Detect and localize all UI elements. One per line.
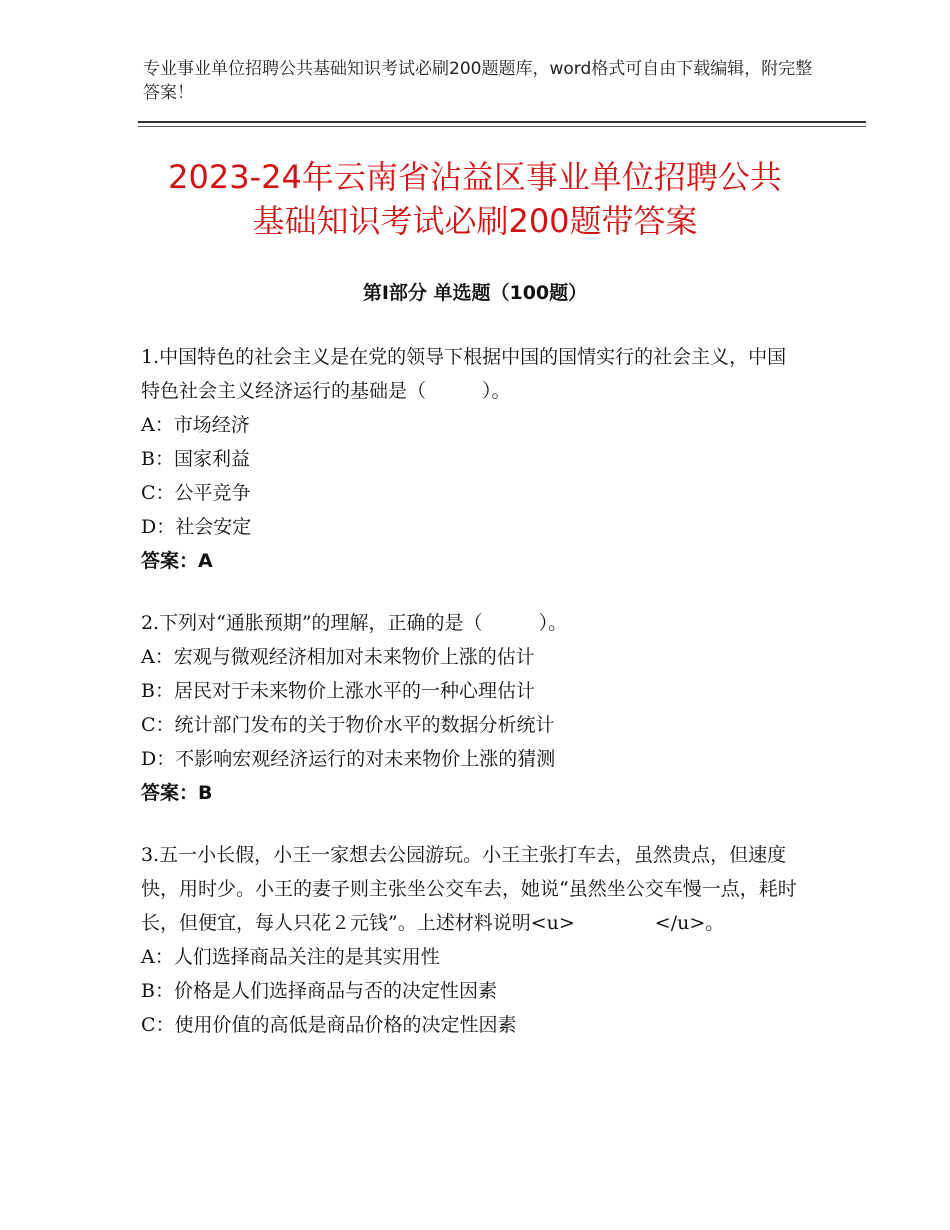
- document-title: [100, 155, 850, 243]
- stem-end: ）。: [538, 612, 568, 634]
- option-d: D：社会安定: [141, 516, 252, 538]
- question-stem: [141, 340, 801, 408]
- option-b: B：居民对于未来物价上涨水平的一种心理估计: [141, 680, 535, 702]
- option-c: C：公平竞争: [141, 482, 251, 504]
- header-rule-thin: [138, 126, 866, 127]
- option-c: C：使用价值的高低是商品价格的决定性因素: [141, 1014, 517, 1036]
- header-note: 专业事业单位招聘公共基础知识考试必刷200题题库，word格式可自由下载编辑，附完整答案！: [143, 59, 813, 103]
- stem-end: </u>。: [654, 912, 725, 934]
- option-a: A：市场经济: [141, 414, 250, 436]
- question-list: [141, 340, 801, 1070]
- stem-text: 2.下列对“通胀预期”的理解，正确的是（: [141, 612, 483, 634]
- question-stem: [141, 838, 801, 940]
- option-a: A：人们选择商品关注的是其实用性: [141, 946, 440, 968]
- question-2: [141, 606, 801, 810]
- stem-end: ）。: [482, 380, 511, 402]
- section-heading: 第Ⅰ部分 单选题（100题）: [362, 282, 588, 304]
- stem-text: 1.中国特色的社会主义是在党的领导下根据中国的国情实行的社会主义，中国特色社会主义经济运行的基础是（: [141, 346, 787, 402]
- answer-label: 答案：B: [141, 782, 213, 804]
- stem-text: 3.五一小长假，小王一家想去公园游玩。小王主张打车去，虽然贵点，但速度快，用时少。小王的妻子则主张坐公交车去，她说“虽然坐公交车慢一点，耗时长，但便宜，每人只花２元钱”。上述材料说明<u>: [141, 844, 797, 934]
- question-1: [141, 340, 801, 578]
- option-d: D：不影响宏观经济运行的对未来物价上涨的猜测: [141, 748, 556, 770]
- option-b: B：价格是人们选择商品与否的决定性因素: [141, 980, 497, 1002]
- question-stem: [141, 606, 801, 640]
- header-rule-thick: [138, 121, 866, 123]
- option-b: B：国家利益: [141, 448, 250, 470]
- title-line-1: 2023-24年云南省沾益区事业单位招聘公共: [168, 158, 782, 196]
- option-c: C：统计部门发布的关于物价水平的数据分析统计: [141, 714, 555, 736]
- option-a: A：宏观与微观经济相加对未来物价上涨的估计: [141, 646, 535, 668]
- title-line-2: 基础知识考试必刷200题带答案: [252, 202, 698, 240]
- answer-label: 答案：A: [141, 550, 213, 572]
- question-3: [141, 838, 801, 1042]
